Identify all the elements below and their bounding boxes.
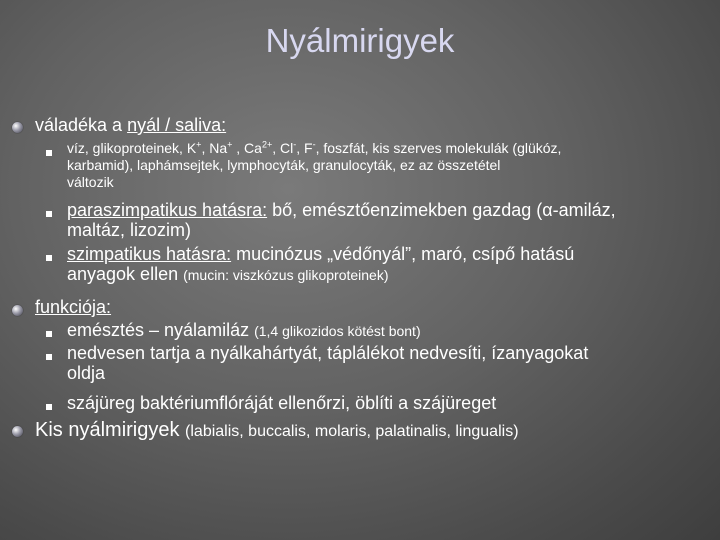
text: , Na [201, 140, 228, 156]
superscript: - [312, 139, 316, 150]
text: emésztés – nyálamiláz [67, 320, 255, 340]
text: mucinózus „védőnyál”, maró, csípő hatású [231, 244, 575, 264]
bullet-sphere-icon [12, 426, 23, 437]
text: , foszfát, kis szerves molekulák (glükóz, [315, 140, 562, 156]
bullet-square-icon [46, 404, 52, 410]
text-small: (mucin: viszkózus glikoproteinek) [183, 267, 389, 283]
section-saliva-heading [35, 115, 226, 136]
term-sympathetic: szimpatikus hatásra: [67, 244, 232, 264]
function-item-moisten-line1: nedvesen tartja a nyálkahártyát, táplálékot nedvesíti, ízanyagokat [67, 343, 589, 363]
text-small: (1,4 glikozidos kötést bont) [254, 323, 421, 339]
bullet-square-icon [46, 150, 52, 156]
saliva-prefix: váladéka a [35, 115, 128, 135]
text: víz, glikoproteinek, K [67, 140, 197, 156]
slide-title: Nyálmirigyek [265, 22, 455, 59]
saliva-item-composition-line1 [67, 140, 561, 156]
minor-salivary-glands [35, 419, 519, 442]
saliva-link[interactable]: nyál / saliva: [127, 115, 227, 135]
text: anyagok ellen [67, 264, 184, 284]
function-item-moisten-line2: oldja [67, 363, 106, 383]
text: , Cl [272, 140, 294, 156]
text: bő, emésztőenzimekben gazdag ( [267, 200, 543, 220]
saliva-item-parasympathetic-line2: maltáz, lizozim) [67, 220, 192, 240]
superscript: + [196, 139, 202, 150]
text: Kis nyálmirigyek [35, 419, 186, 441]
text: , Ca [232, 140, 262, 156]
function-item-bacteria: szájüreg baktériumflóráját ellenőrzi, öblíti a szájüreget [67, 393, 497, 413]
saliva-item-parasympathetic-line1 [67, 200, 616, 221]
bullet-square-icon [46, 255, 52, 261]
bullet-sphere-icon [12, 305, 23, 316]
bullet-sphere-icon [12, 122, 23, 133]
text: -amiláz, [552, 200, 616, 220]
alpha-symbol: α [542, 200, 553, 220]
superscript: 2+ [261, 139, 273, 150]
bullet-square-icon [46, 211, 52, 217]
saliva-item-composition-line3: változik [67, 174, 114, 190]
superscript: - [293, 139, 297, 150]
function-heading: funkciója: [35, 297, 112, 317]
bullet-square-icon [46, 354, 52, 360]
term-parasympathetic: paraszimpatikus hatásra: [67, 200, 268, 220]
saliva-item-sympathetic-line1 [67, 244, 574, 265]
text: , F [296, 140, 313, 156]
function-item-digestion [67, 320, 421, 341]
saliva-item-sympathetic-line2 [67, 264, 389, 285]
superscript: + [227, 139, 233, 150]
text-small: (labialis, buccalis, molaris, palatinalis, lingualis) [185, 423, 519, 440]
saliva-item-composition-line2: karbamid), laphámsejtek, lymphocyták, granulocyták, ez az összetétel [67, 157, 501, 173]
bullet-square-icon [46, 331, 52, 337]
